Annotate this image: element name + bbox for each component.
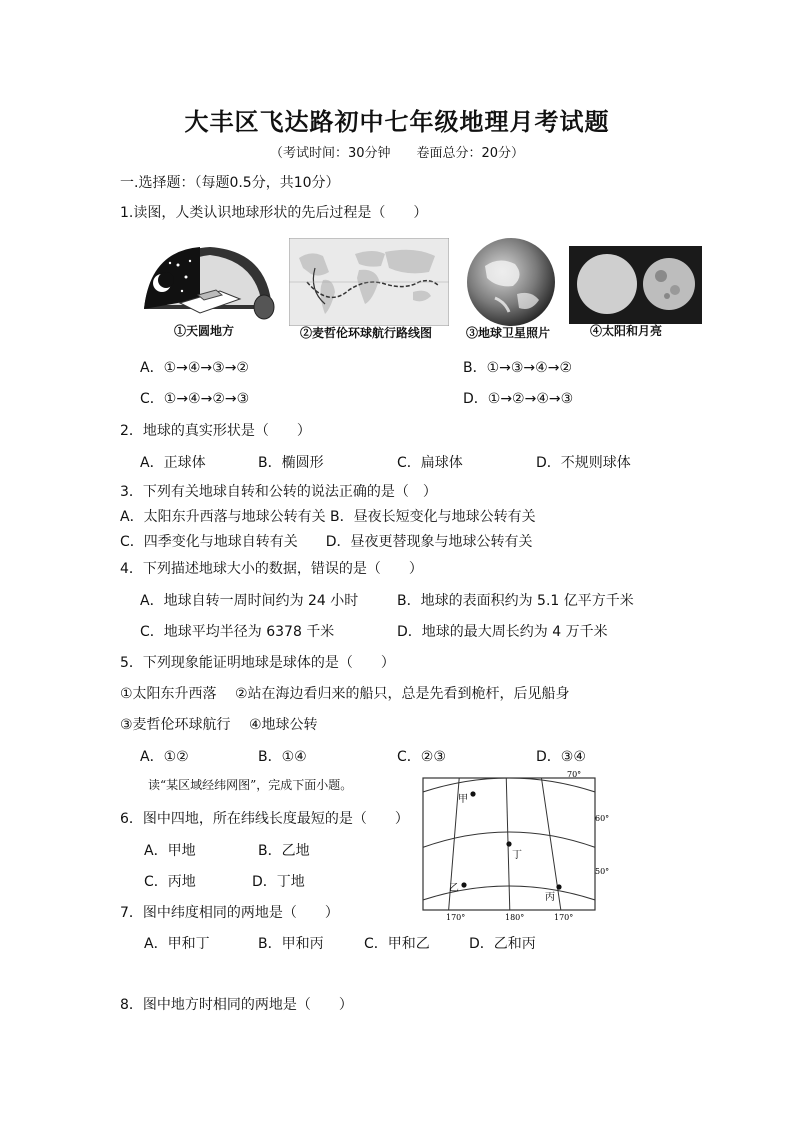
- q7-option-d[interactable]: D．乙和丙: [469, 936, 536, 952]
- question-3-stem: 3．下列有关地球自转和公转的说法正确的是（ ）: [120, 484, 437, 500]
- q5-option-a[interactable]: A．①②: [140, 749, 189, 765]
- q6-option-a[interactable]: A．甲地: [144, 843, 196, 859]
- q2-option-a[interactable]: A．正球体: [140, 455, 206, 471]
- q2-option-b[interactable]: B．椭圆形: [258, 455, 324, 471]
- question-4-stem: 4．下列描述地球大小的数据，错误的是（ ）: [120, 561, 423, 577]
- q4-option-d[interactable]: D．地球的最大周长约为 4 万千米: [397, 624, 608, 640]
- label-ding: 丁: [512, 850, 522, 861]
- q5-statements-line-2: ③麦哲伦环球航行 ④地球公转: [120, 717, 318, 733]
- point-jia: [470, 791, 475, 796]
- q3-options-line-2[interactable]: C．四季变化与地球自转有关 D．昼夜更替现象与地球公转有关: [120, 534, 533, 550]
- lon-label-180: 180°: [505, 913, 525, 922]
- q4-option-a[interactable]: A．地球自转一周时间约为 24 小时: [140, 593, 359, 609]
- q4-option-b[interactable]: B．地球的表面积约为 5.1 亿平方千米: [397, 593, 634, 609]
- lat-label-50: 50°: [595, 867, 610, 876]
- question-8-stem: 8．图中地方时相同的两地是（ ）: [120, 997, 353, 1013]
- lon-label-170e: 170°: [554, 913, 574, 922]
- q6-option-b[interactable]: B．乙地: [258, 843, 310, 859]
- q2-option-d[interactable]: D．不规则球体: [536, 455, 631, 471]
- sun-and-moon-photo: [569, 246, 702, 324]
- question-7-stem: 7．图中纬度相同的两地是（ ）: [120, 905, 339, 921]
- question-1-stem: 1.读图，人类认识地球形状的先后过程是（ ）: [120, 205, 428, 221]
- earth-satellite-photo: [465, 236, 557, 328]
- label-yi: 乙: [449, 883, 459, 894]
- question-6-stem: 6．图中四地，所在纬线长度最短的是（ ）: [120, 811, 409, 827]
- q3-options-line-1[interactable]: A．太阳东升西落与地球公转有关 B．昼夜长短变化与地球公转有关: [120, 509, 536, 525]
- figure-caption-3: ③地球卫星照片: [466, 326, 551, 340]
- dome-earth-figure: [140, 243, 276, 323]
- q1-option-b[interactable]: B．①→③→④→②: [463, 360, 572, 376]
- q5-statements-line-1: ①太阳东升西落 ②站在海边看归来的船只，总是先看到桅杆，后见船身: [120, 686, 570, 702]
- q6-option-d[interactable]: D．丁地: [252, 874, 305, 890]
- figure-caption-4: ④太阳和月亮: [590, 324, 663, 338]
- question-5-stem: 5．下列现象能证明地球是球体的是（ ）: [120, 655, 395, 671]
- graticule-map: [416, 768, 612, 926]
- page-title: 大丰区飞达路初中七年级地理月考试题: [184, 107, 610, 136]
- q7-option-b[interactable]: B．甲和丙: [258, 936, 324, 952]
- point-yi: [461, 882, 466, 887]
- question-2-stem: 2．地球的真实形状是（ ）: [120, 423, 311, 439]
- magellan-route-map: [289, 238, 449, 326]
- q4-option-c[interactable]: C．地球平均半径为 6378 千米: [140, 624, 335, 640]
- label-jia: 甲: [458, 794, 468, 805]
- q2-option-c[interactable]: C．扁球体: [397, 455, 463, 471]
- lon-label-170w: 170°: [446, 913, 466, 922]
- point-ding: [506, 841, 511, 846]
- q5-option-c[interactable]: C．②③: [397, 749, 446, 765]
- q7-option-a[interactable]: A．甲和丁: [144, 936, 210, 952]
- figure-caption-2: ②麦哲伦环球航行路线图: [300, 326, 433, 340]
- q1-option-d[interactable]: D．①→②→④→③: [463, 391, 574, 407]
- map-intro: 读“某区域经纬网图”，完成下面小题。: [148, 778, 353, 792]
- q6-option-c[interactable]: C．丙地: [144, 874, 196, 890]
- lat-label-70: 70°: [567, 770, 582, 779]
- exam-info: （考试时间：30分钟 卷面总分：20分）: [269, 146, 525, 161]
- q1-option-a[interactable]: A．①→④→③→②: [140, 360, 249, 376]
- q5-option-b[interactable]: B．①④: [258, 749, 307, 765]
- q1-option-c[interactable]: C．①→④→②→③: [140, 391, 250, 407]
- q5-option-d[interactable]: D．③④: [536, 749, 586, 765]
- q7-option-c[interactable]: C．甲和乙: [364, 936, 430, 952]
- point-bing: [556, 884, 561, 889]
- section-heading: 一.选择题：（每题0.5分，共10分）: [120, 175, 340, 191]
- lat-label-60: 60°: [595, 814, 610, 823]
- label-bing: 丙: [545, 892, 555, 903]
- figure-caption-1: ①天圆地方: [174, 324, 235, 338]
